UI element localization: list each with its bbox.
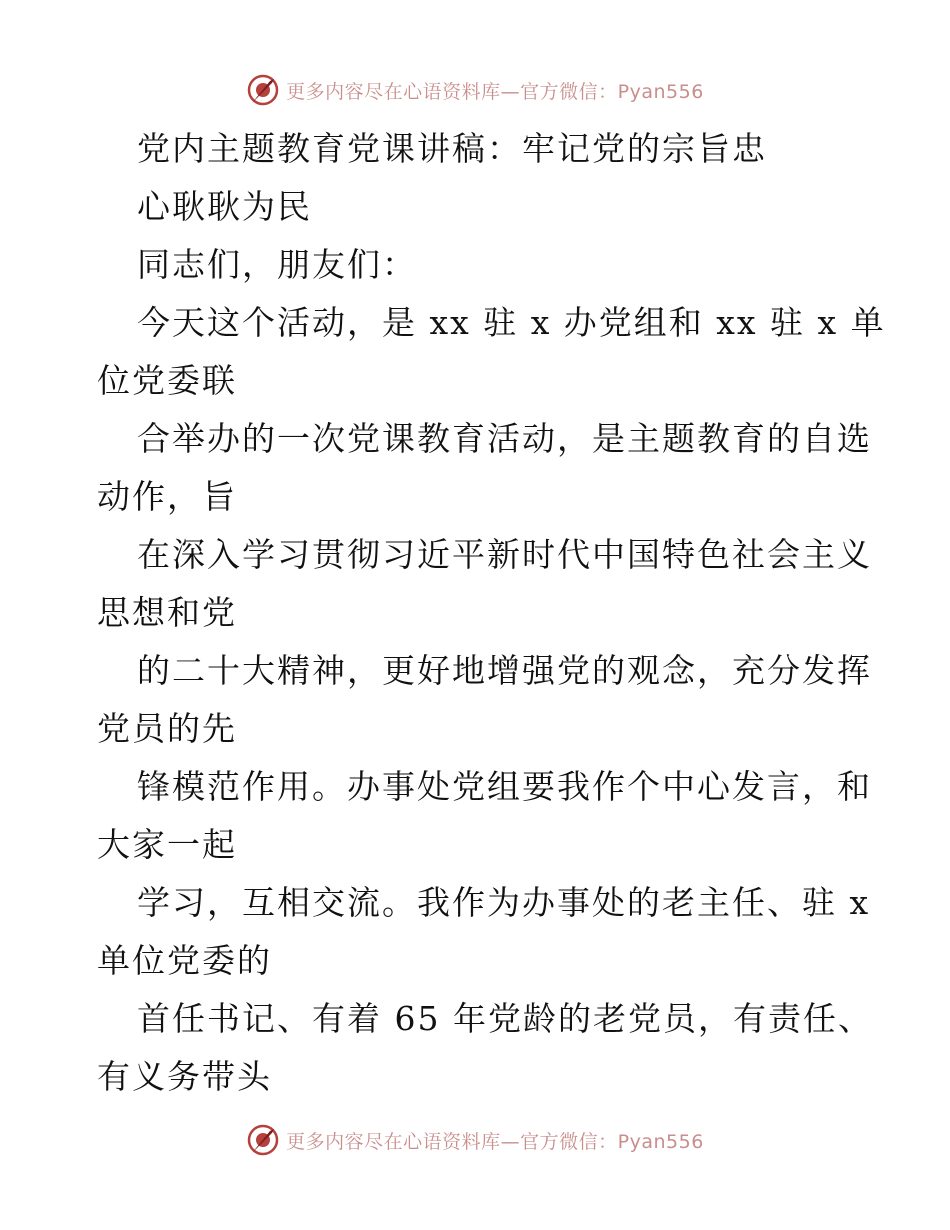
doc-line: 学习，互相交流。我作为办事处的老主任、驻 x [137,883,871,922]
doc-line: 位党委联 [97,361,237,400]
doc-line: 的二十大精神，更好地增强党的观念，充分发挥 [137,651,872,690]
doc-line: 心耿耿为民 [137,187,312,226]
doc-line: 有义务带头 [97,1057,272,1096]
footer-banner-text: 更多内容尽在心语资料库—官方微信：Pyan556 [286,1130,704,1153]
quill-logo-icon [246,1123,280,1157]
footer-banner [0,1120,950,1160]
quill-logo-icon [246,73,280,107]
doc-line: 同志们，朋友们： [137,245,417,284]
document-body [97,120,886,1106]
doc-line: 思想和党 [97,593,237,632]
doc-line: 动作，旨 [97,477,237,516]
doc-line: 单位党委的 [97,941,272,980]
doc-line: 党员的先 [97,709,237,748]
header-banner [0,70,950,110]
doc-line: 今天这个活动，是 xx 驻 x 办党组和 xx 驻 x 单 [137,303,886,342]
doc-line: 首任书记、有着 65 年党龄的老党员，有责任、 [137,999,873,1038]
doc-line: 锋模范作用。办事处党组要我作个中心发言，和 [137,767,872,806]
doc-line: 党内主题教育党课讲稿：牢记党的宗旨忠 [137,129,767,168]
header-banner-inner [246,73,704,107]
header-banner-text: 更多内容尽在心语资料库—官方微信：Pyan556 [286,80,704,103]
footer-banner-inner [246,1123,704,1157]
doc-line: 在深入学习贯彻习近平新时代中国特色社会主义 [137,535,872,574]
doc-line: 大家一起 [97,825,237,864]
doc-line: 合举办的一次党课教育活动，是主题教育的自选 [137,419,872,458]
